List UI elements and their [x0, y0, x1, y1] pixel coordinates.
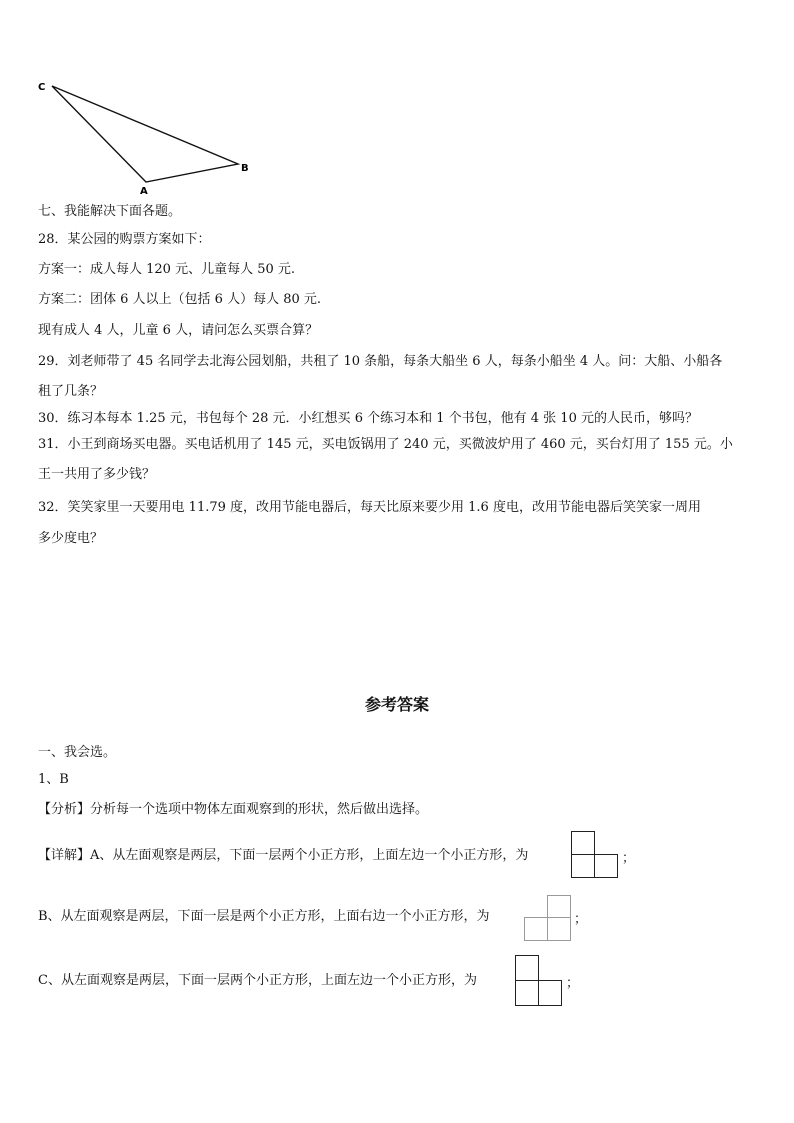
triangle-abc [52, 86, 238, 182]
shape-a-bottom-left-square [571, 854, 595, 878]
q29-line-1: 29．刘老师带了 45 名同学去北海公园划船，共租了 10 条船，每条大船坐 6 人，每条小船坐 4 人。问：大船、小船各 [38, 354, 723, 369]
section-title: 七、我能解决下面各题。 [38, 204, 182, 219]
q29-line-2: 租了几条？ [38, 384, 104, 399]
answers-title: 参考答案 [364, 695, 429, 714]
q32-line-1: 32．笑笑家里一天要用电 11.79 度，改用节能电器后，每天比原来要少用 1.6 度电，改用节能电器后笑笑家一周用 [38, 500, 701, 515]
detail-c-text: C、从左面观察是两层，下面一层两个小正方形，上面左边一个小正方形，为 [38, 973, 477, 988]
shape-a-bottom-right-square [594, 854, 618, 878]
q28-intro: 28．某公园的购票方案如下： [38, 232, 211, 247]
answer-item-1: 1、B [38, 772, 69, 787]
q32-line-2: 多少度电？ [38, 531, 104, 546]
shape-b-bottom-right-square [547, 917, 571, 941]
q30: 30．练习本每本 1.25 元，书包每个 28 元．小红想买 6 个练习本和 1 个书包，他有 4 张 10 元的人民币，够吗？ [38, 411, 698, 426]
vertex-c-label: C [38, 82, 46, 93]
shape-a-top-left-square [571, 831, 595, 855]
q31-line-1: 31．小王到商场买电器。买电话机用了 145 元，买电饭锅用了 240 元，买微波炉用了 460 元，买台灯用了 155 元。小 [38, 437, 733, 452]
detail-c-end: ； [566, 976, 580, 991]
detail-a-end: ； [622, 851, 636, 866]
vertex-a-label: A [140, 186, 148, 197]
shape-b-diagram [524, 895, 572, 941]
shape-b-top-right-square [547, 895, 571, 918]
detail-b-end: ； [574, 912, 588, 927]
triangle-figure [30, 72, 260, 197]
shape-c-top-left-square [515, 955, 539, 981]
q28-plan-1: 方案一：成人每人 120 元、儿童每人 50 元. [38, 262, 296, 277]
analysis-text: 【分析】分析每一个选项中物体左面观察到的形状，然后做出选择。 [38, 802, 429, 817]
shape-b-bottom-left-square [524, 917, 548, 941]
shape-c-bottom-right-square [538, 980, 562, 1006]
detail-a-text: 【详解】A、从左面观察是两层，下面一层两个小正方形，上面左边一个小正方形，为 [38, 848, 529, 863]
q28-plan-2: 方案二：团体 6 人以上（包括 6 人）每人 80 元. [38, 292, 322, 307]
shape-c-diagram [515, 955, 563, 1006]
vertex-b-label: B [241, 163, 249, 174]
q28-question: 现有成人 4 人，儿童 6 人，请问怎么买票合算？ [38, 323, 319, 338]
answers-section-1: 一、我会选。 [38, 745, 117, 760]
shape-c-bottom-left-square [515, 980, 539, 1006]
detail-b-text: B、从左面观察是两层，下面一层是两个小正方形，上面右边一个小正方形，为 [38, 909, 490, 924]
shape-a-diagram [571, 831, 619, 879]
q31-line-2: 王一共用了多少钱？ [38, 467, 156, 482]
